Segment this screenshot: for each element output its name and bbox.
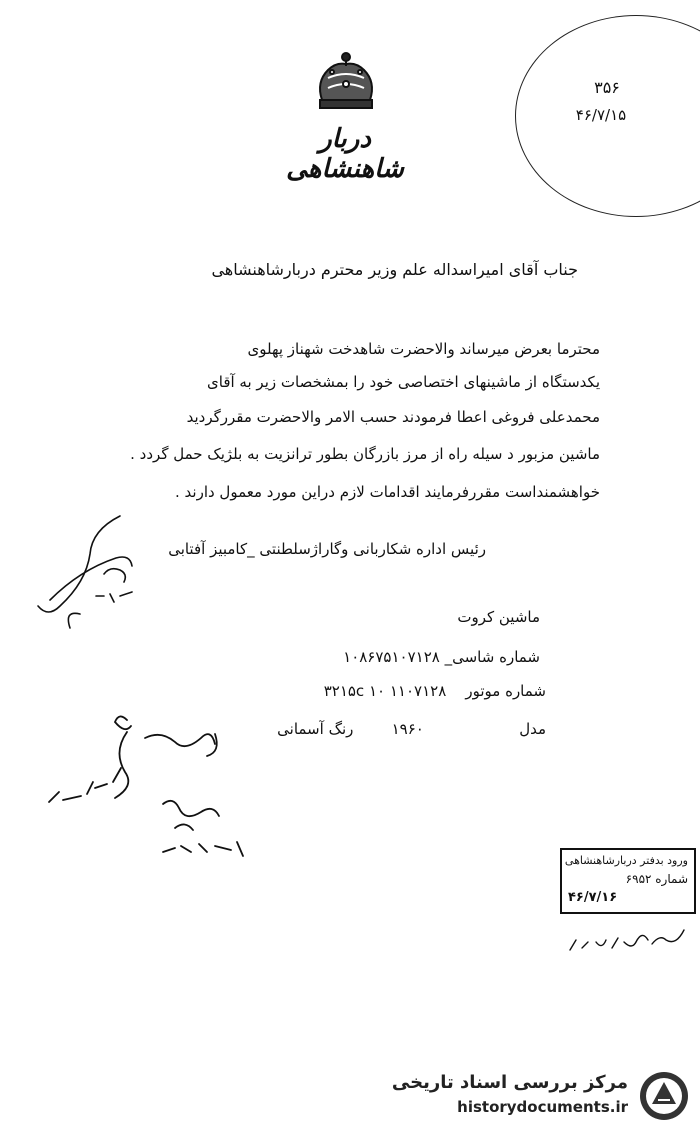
footer-site-url[interactable]: historydocuments.ir — [457, 1098, 628, 1116]
vehicle-name: ماشین کروت — [457, 608, 540, 626]
chassis-row — [343, 648, 540, 666]
crown-emblem-icon — [306, 48, 386, 118]
engine-row — [324, 682, 546, 700]
letter-addressee: جناب آقای امیراسداله علم وزیر محترم دربارشاهنشاهی — [211, 260, 578, 279]
reference-number: ۳۵۶ — [594, 78, 620, 97]
model-value: ۱۹۶۰ — [391, 720, 424, 738]
letter-signer: رئیس اداره شکاربانی وگاراژسلطنتی _کامبیز آفتابی — [168, 540, 486, 558]
stamp-office-label: ورود بدفتر دربارشاهنشاهی — [564, 854, 688, 867]
court-letterhead-title: دربار شاهنشاهی — [286, 124, 404, 184]
stamp-number: شماره ۶۹۵۲ — [625, 872, 688, 886]
engine-value: ۱۱۰۷۱۲۸ ۱۰ ۳۲۱۵c — [323, 682, 447, 700]
handwritten-note — [562, 920, 692, 960]
reference-date: ۴۶/۷/۱۵ — [575, 106, 627, 124]
model-label: مدل — [519, 720, 546, 738]
handwritten-signature — [20, 510, 200, 640]
engine-label: شماره موتور — [465, 682, 546, 700]
footer-site-name: مرکز بررسی اسناد تاریخی — [391, 1072, 628, 1093]
site-footer — [391, 1068, 690, 1124]
letter-body-line: محمدعلی فروغی اعطا فرمودند حسب الامر والاحضرت مقررگردید — [186, 408, 600, 426]
color-label: رنگ آسمانی — [277, 720, 354, 738]
model-row — [277, 720, 546, 738]
registration-stamp — [560, 848, 696, 914]
letter-body-line: ماشین مزبور د سیله راه از مرز بازرگان بطور ترانزیت به بلژیک حمل گردد . — [130, 445, 600, 463]
chassis-label: شماره شاسی_ — [444, 648, 540, 666]
stamp-date: ۴۶/۷/۱۶ — [568, 890, 618, 905]
letter-body-line: یکدستگاه از ماشینهای اختصاصی خود را بمشخصات زیر به آقای — [207, 373, 600, 391]
handwritten-marginal-notes — [35, 712, 265, 882]
letter-body-line: خواهشمنداست مقررفرمایند اقدامات لازم دراین مورد معمول دارند . — [174, 483, 600, 501]
letter-body-line: محترما بعرض میرساند والاحضرت شاهدخت شهناز پهلوی — [247, 340, 600, 358]
archive-logo-icon — [638, 1070, 690, 1122]
chassis-value: ۱۰۸۶۷۵۱۰۷۱۲۸ — [343, 648, 440, 666]
